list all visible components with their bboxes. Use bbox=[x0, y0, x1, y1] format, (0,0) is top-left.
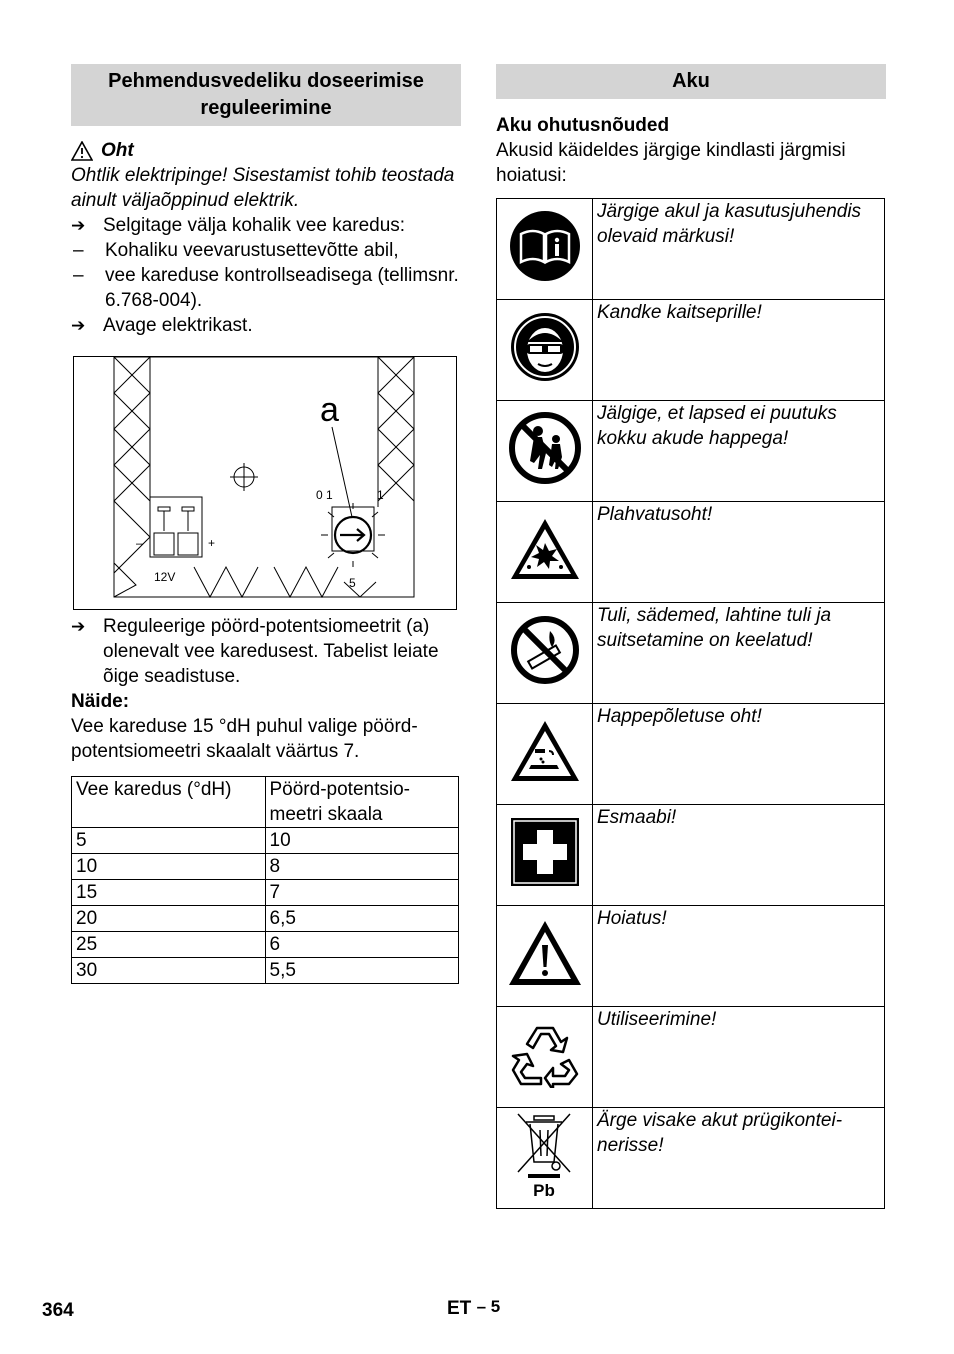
table-header: Vee karedus (°dH) bbox=[72, 777, 266, 828]
step-adjust-potentiometer: ➔ Reguleerige pöörd-potentsiomeetrit (a) olenevalt vee karedusest. Tabelist leiate õige seadistuse. bbox=[71, 616, 439, 687]
table-row bbox=[497, 401, 885, 502]
language-code: ET bbox=[447, 1298, 472, 1319]
list-item: – vee kareduse kontrollseadisega (tellimsnr. 6.768-004). bbox=[73, 265, 459, 311]
table-row bbox=[497, 502, 885, 603]
electrical-box-figure bbox=[73, 356, 457, 610]
table-row bbox=[497, 906, 885, 1007]
table-row: 5 10 bbox=[72, 828, 459, 854]
table-header-row bbox=[72, 777, 459, 828]
table-row bbox=[497, 704, 885, 805]
list-item: – Kohaliku veevarustusettevõtte abil, bbox=[73, 240, 399, 261]
battery-intro: Akusid käideldes järgige kindlasti järgmisi hoiatusi: bbox=[496, 140, 846, 186]
step-determine-hardness: ➔ Selgitage välja kohalik vee karedus: bbox=[71, 215, 406, 236]
symbol-text: Kandke kaitseprille! bbox=[593, 300, 885, 401]
svg-text:+: + bbox=[208, 536, 216, 550]
label-5: 5 bbox=[349, 576, 356, 590]
arrow-icon: ➔ bbox=[71, 316, 86, 335]
crossed-bin-icon bbox=[510, 1110, 580, 1200]
battery-safety-heading: Aku ohutusnõuded bbox=[496, 115, 670, 136]
table-row bbox=[497, 1007, 885, 1108]
warning-triangle-icon bbox=[71, 141, 93, 161]
section-heading-dosing: Pehmendusvedeliku doseerimise reguleerimine bbox=[71, 64, 461, 126]
arrow-icon: ➔ bbox=[71, 617, 86, 636]
table-row: 20 6,5 bbox=[72, 906, 459, 932]
warning-icon bbox=[507, 919, 583, 987]
table-row: 15 7 bbox=[72, 880, 459, 906]
recycling-icon bbox=[509, 1020, 581, 1088]
no-children-icon bbox=[508, 411, 582, 485]
table-row bbox=[497, 300, 885, 401]
table-row: 10 8 bbox=[72, 854, 459, 880]
right-column bbox=[496, 64, 886, 1209]
safety-goggles-icon bbox=[510, 312, 580, 382]
no-fire-icon bbox=[510, 615, 580, 685]
label-12v: 12V bbox=[154, 570, 176, 584]
step-open-box: ➔ Avage elektrikast. bbox=[71, 315, 253, 336]
svg-text:–: – bbox=[136, 536, 143, 550]
symbol-text: Tuli, sädemed, lahtine tuli ja suitsetamine on keelatud! bbox=[593, 603, 885, 704]
label-a: a bbox=[320, 391, 339, 429]
table-row bbox=[497, 805, 885, 906]
section-heading-battery: Aku bbox=[496, 64, 886, 99]
warning-text: Ohtlik elektripinge! Sisestamist tohib teostada ainult väljaõppinud elektrik. bbox=[71, 165, 455, 211]
symbol-text: Happepõletuse oht! bbox=[593, 704, 885, 805]
symbol-text: Plahvatusoht! bbox=[593, 502, 885, 603]
danger-warning bbox=[71, 138, 461, 163]
table-row: 30 5,5 bbox=[72, 958, 459, 984]
symbol-text: Utiliseerimine! bbox=[593, 1007, 885, 1108]
explosion-warning-icon bbox=[509, 517, 581, 581]
table-header: Pöörd-potentsiomeetri skaala bbox=[265, 777, 459, 828]
symbol-text: Esmaabi! bbox=[593, 805, 885, 906]
example-text: Vee kareduse 15 °dH puhul valige pöörd-potentsiomeetri skaalalt väärtus 7. bbox=[71, 716, 418, 762]
symbol-text: Järgige akul ja kasutusjuhendis olevaid märkusi! bbox=[593, 199, 885, 300]
electrical-box-drawing bbox=[74, 357, 456, 609]
manual-info-icon bbox=[509, 210, 581, 282]
table-row bbox=[497, 1108, 885, 1209]
table-row: 25 6 bbox=[72, 932, 459, 958]
symbol-text: Hoiatus! bbox=[593, 906, 885, 1007]
table-row bbox=[497, 199, 885, 300]
symbol-text: Ärge visake akut prügikonteinerisse! bbox=[593, 1108, 885, 1209]
acid-burn-icon bbox=[509, 719, 581, 783]
left-column bbox=[71, 64, 461, 984]
page-footer-lang bbox=[447, 1296, 500, 1321]
label-1: 1 bbox=[377, 488, 384, 502]
table-row bbox=[497, 603, 885, 704]
symbol-text: Jälgige, et lapsed ei puutuks kokku akude happega! bbox=[593, 401, 885, 502]
battery-symbols-table bbox=[496, 198, 885, 1209]
arrow-icon: ➔ bbox=[71, 216, 86, 235]
hardness-table bbox=[71, 776, 459, 984]
label-01: 0 1 bbox=[316, 488, 333, 502]
example-heading: Näide: bbox=[71, 691, 130, 712]
section-number: – 5 bbox=[476, 1297, 501, 1316]
first-aid-icon bbox=[510, 817, 580, 887]
page-number: 364 bbox=[42, 1300, 74, 1321]
warning-label: Oht bbox=[101, 140, 134, 161]
bin-label: Pb bbox=[532, 1180, 555, 1200]
